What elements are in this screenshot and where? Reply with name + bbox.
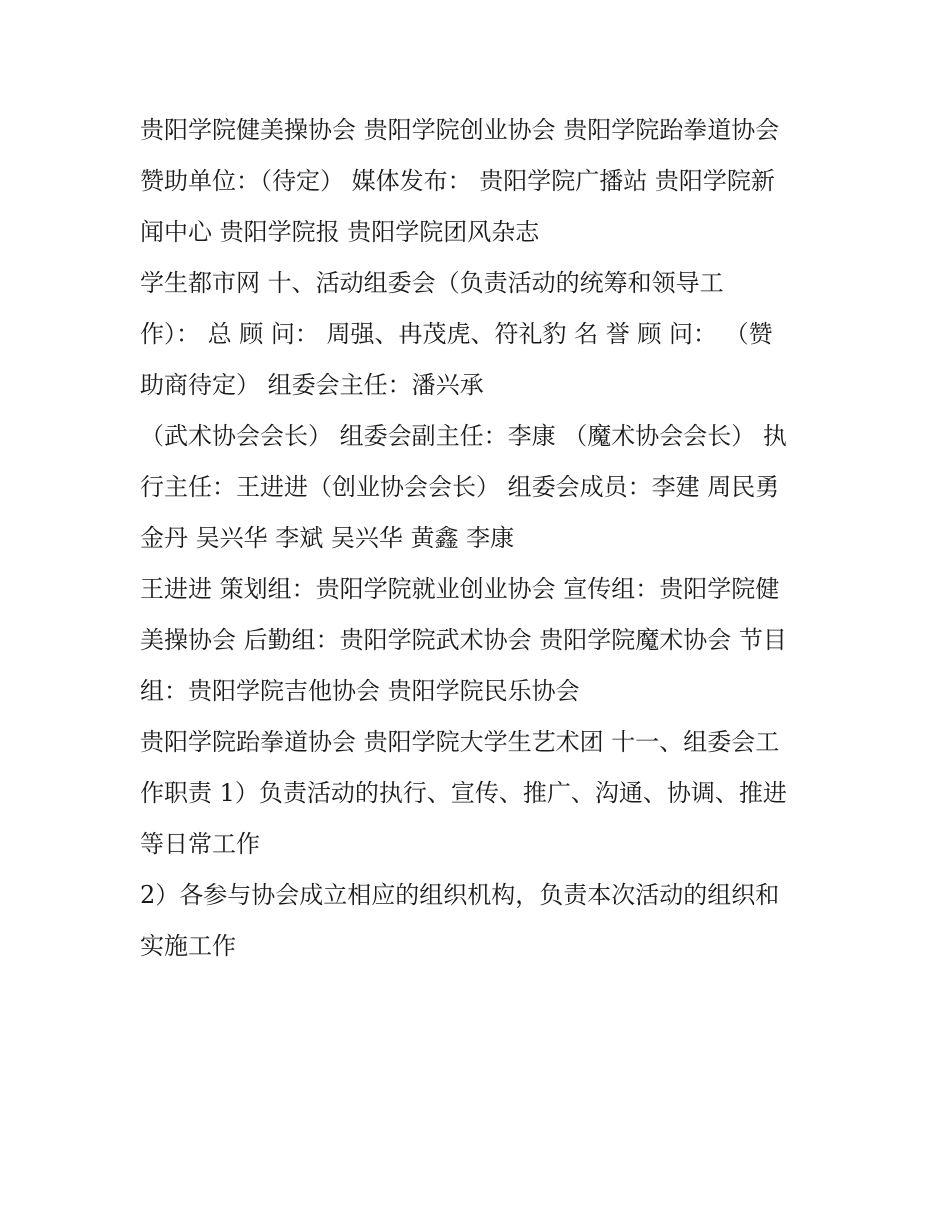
text-line: 助商待定） 组委会主任：潘兴承 (140, 371, 484, 399)
text-line: 贵阳学院健美操协会 贵阳学院创业协会 贵阳学院跆拳道协会 (140, 116, 780, 144)
text-line: 学生都市网 十、活动组委会（负责活动的统筹和领导工 (140, 269, 724, 297)
text-line: 作职责 1）负责活动的执行、宣传、推广、沟通、协调、推进 (140, 779, 787, 807)
text-line: 金丹 吴兴华 李斌 吴兴华 黄鑫 李康 (140, 524, 515, 552)
text-line: 2）各参与协会成立相应的组织机构，负责本次活动的组织和 (140, 881, 780, 909)
text-line: 行主任：王进进（创业协会会长） 组委会成员：李建 周民勇 (140, 473, 780, 501)
text-line: 实施工作 (140, 932, 236, 960)
text-line: 美操协会 后勤组：贵阳学院武术协会 贵阳学院魔术协会 节目 (140, 626, 787, 654)
text-line: 贵阳学院跆拳道协会 贵阳学院大学生艺术团 十一、组委会工 (140, 728, 780, 756)
text-line: 组：贵阳学院吉他协会 贵阳学院民乐协会 (140, 677, 580, 705)
text-line: （武术协会会长） 组委会副主任：李康 （魔术协会会长） 执 (140, 422, 787, 450)
document-body (140, 108, 820, 975)
text-line: 作）： 总 顾 问： 周强、冉茂虎、符礼豹 名 誉 顾 问： （赞 (140, 320, 773, 348)
text-line: 等日常工作 (140, 830, 260, 858)
text-line: 闻中心 贵阳学院报 贵阳学院团风杂志 (140, 218, 540, 246)
text-line: 王进进 策划组：贵阳学院就业创业协会 宣传组：贵阳学院健 (140, 575, 780, 603)
text-line: 赞助单位：（待定） 媒体发布： 贵阳学院广播站 贵阳学院新 (140, 167, 775, 195)
